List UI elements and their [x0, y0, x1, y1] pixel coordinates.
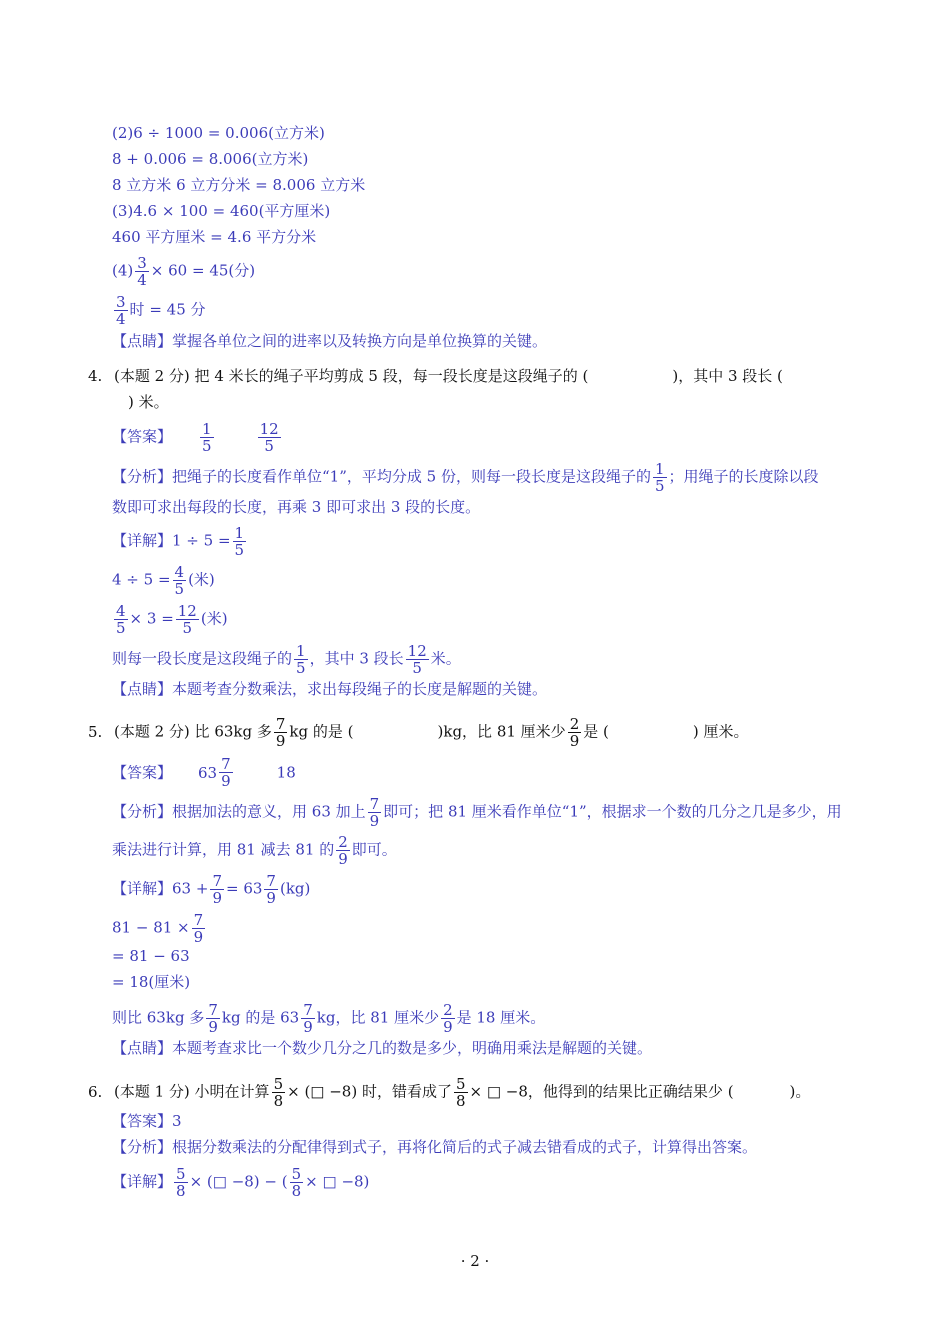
- fraction: $\frac{2}{9}$: [338, 833, 348, 868]
- fraction: $\frac{1}{5}$: [654, 460, 665, 495]
- fraction: $\frac{3}{4}$: [137, 254, 147, 289]
- detail-line: $\frac{4}{5}$ × 3 = $\frac{12}{5}$ (米): [116, 602, 228, 637]
- analysis-line: 乘法进行计算，用 81 减去 81 的 $\frac{2}{9}$ 即可。: [112, 833, 397, 868]
- fraction: $\frac{2}{9}$: [569, 715, 580, 750]
- fraction: $\frac{7}{9}$: [303, 1001, 313, 1036]
- answer-line: 【答案】 $\frac{1}{5}$ $\frac{12}{5}$: [112, 420, 279, 455]
- calc-line: (2)6 ÷ 1000 = 0.006(立方米): [112, 124, 325, 142]
- fraction: $\frac{7}{9}$: [193, 911, 204, 946]
- fraction: $\frac{12}{5}$: [259, 420, 279, 455]
- fraction: $\frac{1}{5}$: [296, 642, 306, 677]
- detail-line: = 81 − 63: [112, 947, 190, 965]
- calc-line: 8 立方米 6 立方分米 = 8.006 立方米: [112, 176, 366, 194]
- fraction: $\frac{7}{9}$: [275, 715, 286, 750]
- detail-line: 4 ÷ 5 = $\frac{4}{5}$ (米): [112, 563, 215, 598]
- fraction: $\frac{2}{9}$: [443, 1001, 453, 1036]
- calc-line: $\frac{3}{4}$ 时 = 45 分: [116, 293, 206, 328]
- question-5: 5. (本题 2 分) 比 63kg 多 $\frac{7}{9}$ kg 的是 ( )kg，比 81 厘米少 $\frac{2}{9}$ 是 ( ) 厘米。: [88, 715, 749, 750]
- page-number: · 2 ·: [460, 1252, 490, 1270]
- fraction: $\frac{7}{9}$: [266, 872, 276, 907]
- calc-line: (4) $\frac{3}{4}$ × 60 = 45(分): [112, 254, 256, 289]
- fraction: $\frac{3}{4}$: [116, 293, 126, 328]
- answer-line: 【答案】 63 7 9 18: [112, 755, 296, 790]
- fraction: $\frac{12}{5}$: [177, 602, 197, 637]
- detail-line: 【详解】63 + $\frac{7}{9}$ = 63 $\frac{7}{9}$ (kg): [112, 872, 311, 907]
- fraction: 7 9: [221, 755, 231, 790]
- detail-line: = 18(厘米): [112, 973, 191, 991]
- answer-line: 【答案】3: [112, 1112, 182, 1130]
- fraction: $\frac{7}{9}$: [212, 872, 222, 907]
- mixed-number: 63 7 9: [198, 755, 231, 790]
- fraction: $\frac{1}{5}$: [202, 420, 212, 455]
- detail-line: 【详解】 $\frac{5}{8}$ × (□ −8) − ( $\frac{5}{8}$ × □ −8): [112, 1165, 370, 1200]
- calc-line: 8 + 0.006 = 8.006(立方米): [112, 150, 309, 168]
- question-4-cont: ) 米。: [128, 393, 169, 411]
- detail-line: 81 − 81 × $\frac{7}{9}$: [112, 911, 204, 946]
- calc-line: 460 平方厘米 = 4.6 平方分米: [112, 228, 317, 246]
- fraction: $\frac{5}{8}$: [291, 1165, 302, 1200]
- detail-line: 则每一段长度是这段绳子的 $\frac{1}{5}$ ，其中 3 段长 $\frac{12}{5}$ 米。: [112, 642, 461, 677]
- fraction: $\frac{12}{5}$: [407, 642, 427, 677]
- detail-line: 则比 63kg 多 $\frac{7}{9}$ kg 的是 63 $\frac{7}{9}$ kg，比 81 厘米少 $\frac{2}{9}$ 是 18 厘米。: [112, 1001, 546, 1036]
- fraction: $\frac{5}{8}$: [455, 1075, 466, 1110]
- analysis-line: 【分析】根据加法的意义，用 63 加上 $\frac{7}{9}$ 即可；把 81 厘米看作单位“1”，根据求一个数的几分之几是多少，用: [112, 795, 842, 830]
- question-4: 4. (本题 2 分) 把 4 米长的绳子平均剪成 5 段，每一段长度是这段绳子的 ( )，其中 3 段长 (: [88, 367, 783, 385]
- fraction: $\frac{5}{8}$: [176, 1165, 186, 1200]
- analysis-line: 【分析】把绳子的长度看作单位“1”，平均分成 5 份，则每一段长度是这段绳子的 $\frac{1}{5}$ ；用绳子的长度除以段: [112, 460, 819, 495]
- fraction: $\frac{7}{9}$: [369, 795, 380, 830]
- tip-line: 【点睛】本题考查求比一个数少几分之几的数是多少，明确用乘法是解题的关键。: [112, 1039, 653, 1057]
- tip-line: 【点睛】本题考查分数乘法，求出每段绳子的长度是解题的关键。: [112, 680, 548, 698]
- tip-line: 【点睛】掌握各单位之间的进率以及转换方向是单位换算的关键。: [112, 332, 548, 350]
- analysis-line: 数即可求出每段的长度，再乘 3 即可求出 3 段的长度。: [112, 498, 481, 516]
- calc-line: (3)4.6 × 100 = 460(平方厘米): [112, 202, 331, 220]
- fraction: $\frac{7}{9}$: [208, 1001, 218, 1036]
- analysis-line: 【分析】根据分数乘法的分配律得到式子，再将化简后的式子减去错看成的式子，计算得出答案。: [112, 1138, 758, 1156]
- fraction: $\frac{1}{5}$: [234, 524, 245, 559]
- question-6: 6. (本题 1 分) 小明在计算 $\frac{5}{8}$ × (□ −8) 时，错看成了 $\frac{5}{8}$ × □ −8，他得到的结果比正确结果少 ( )。: [88, 1075, 811, 1110]
- detail-line: 【详解】1 ÷ 5 = $\frac{1}{5}$: [112, 524, 245, 559]
- fraction: $\frac{4}{5}$: [174, 563, 185, 598]
- fraction: $\frac{5}{8}$: [273, 1075, 284, 1110]
- fraction: $\frac{4}{5}$: [116, 602, 126, 637]
